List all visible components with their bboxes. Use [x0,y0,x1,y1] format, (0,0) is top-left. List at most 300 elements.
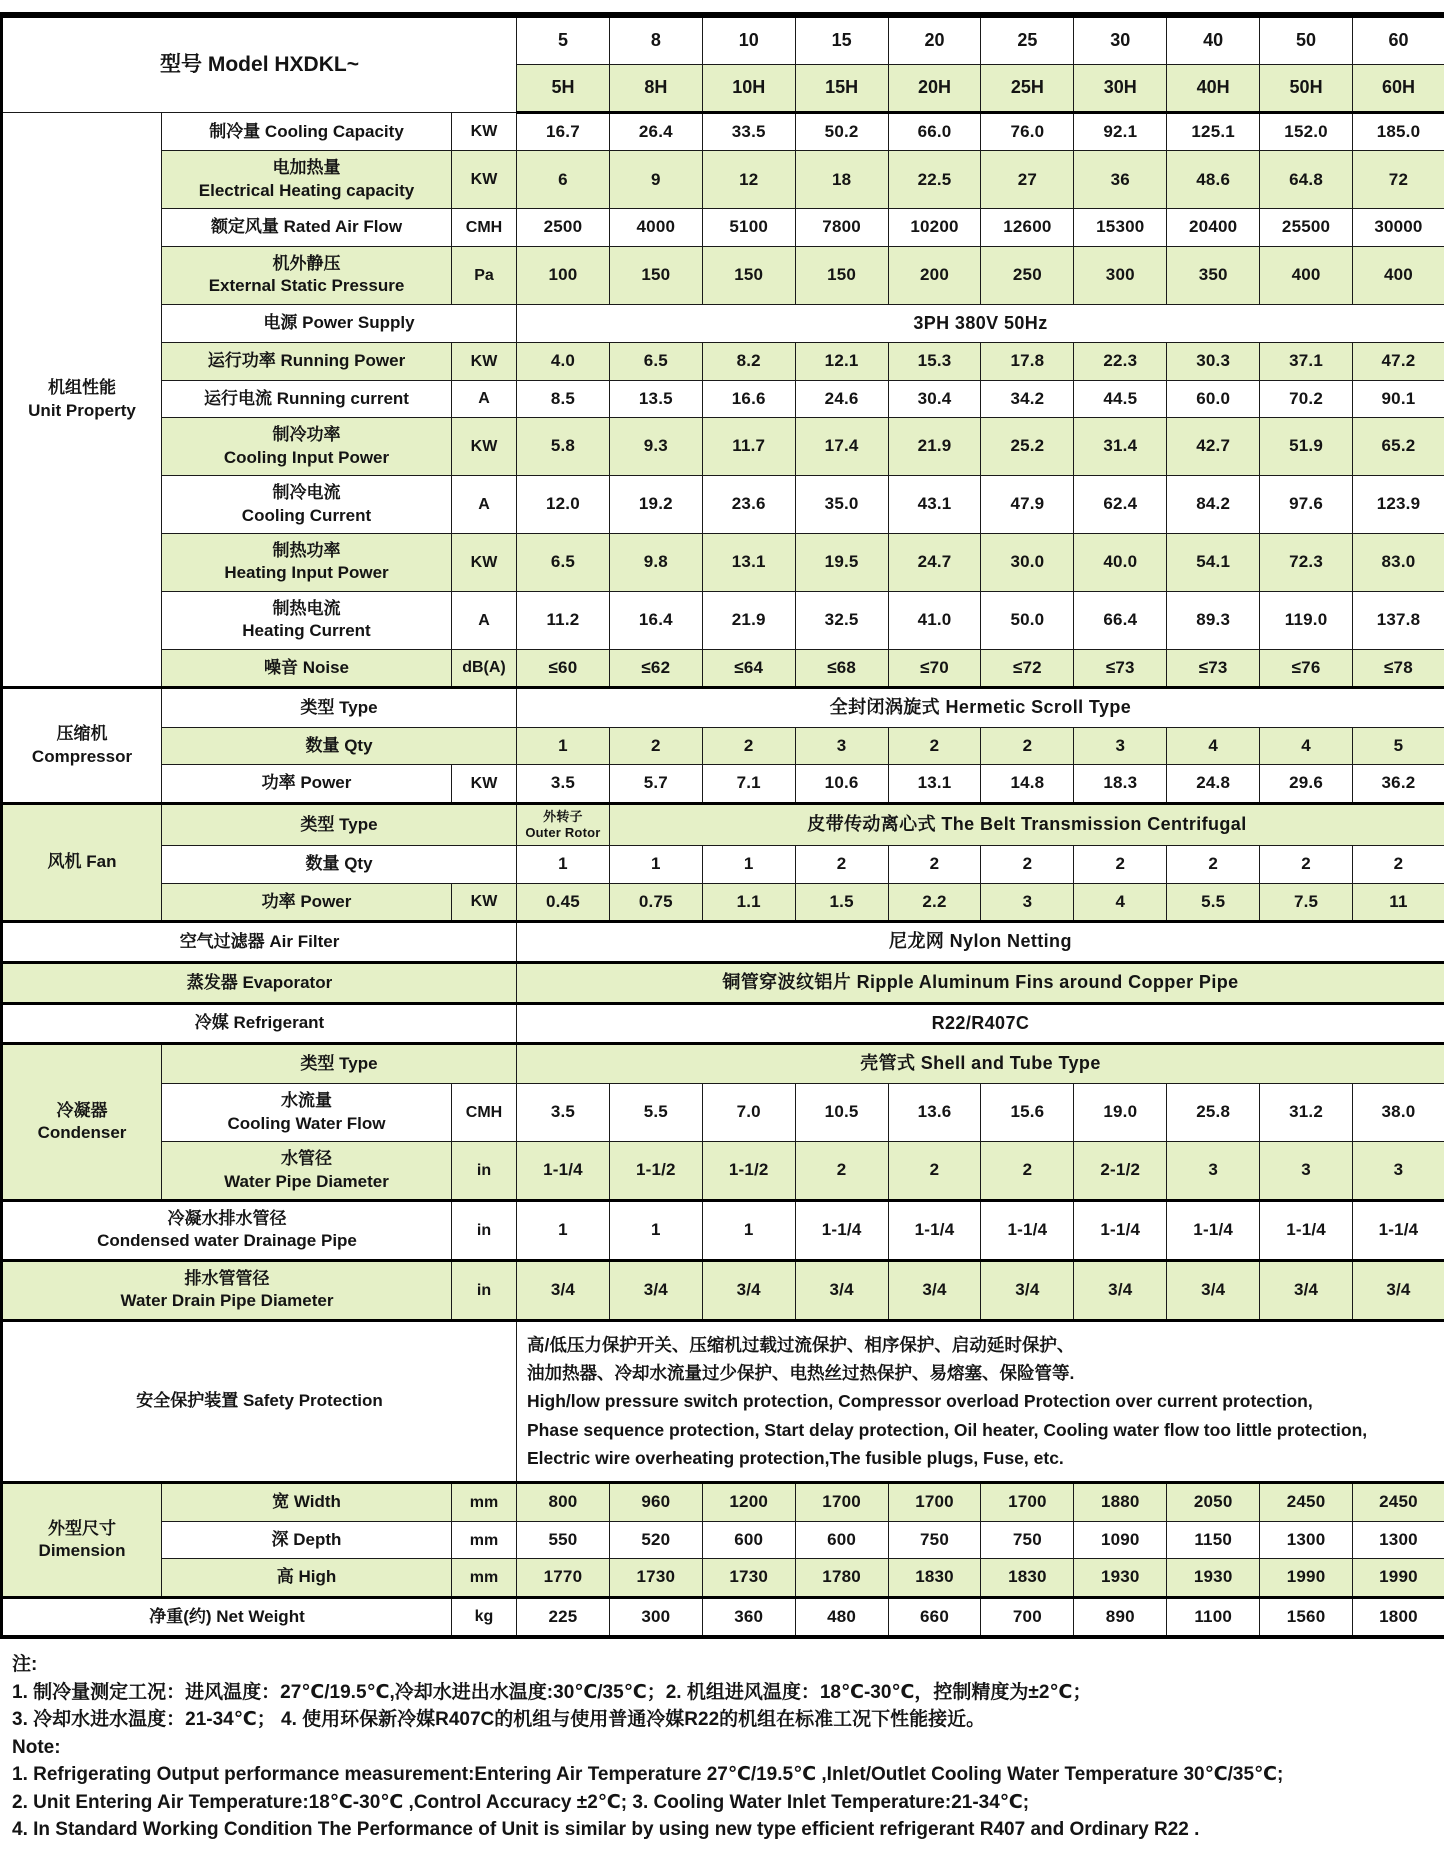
value-cell: 16.6 [702,380,795,417]
value-cell: 25.8 [1167,1084,1260,1142]
value-cell: 35.0 [795,476,888,534]
unit-cell: KW [452,883,517,921]
row-power-supply [2,304,1444,343]
model-code-cell: 20H [888,65,981,113]
value-cell: 34.2 [981,380,1074,417]
value-cell: 50.2 [795,113,888,151]
value-cell: 1-1/4 [1167,1200,1260,1260]
model-code-cell: 8H [609,65,702,113]
row-air-filter [2,922,1444,963]
value-cell: 40.0 [1074,534,1167,592]
value-cell: 6.5 [517,534,610,592]
spec-table [0,12,1444,1639]
value-cell: 152.0 [1260,113,1353,151]
row-running-power [2,343,1444,380]
value-cell: 6.5 [609,343,702,380]
row-water-pipe-diameter [2,1142,1444,1201]
value-cell: 480 [795,1597,888,1637]
value-cell: 800 [517,1483,610,1521]
model-number-cell: 5 [517,15,610,65]
value-cell: 76.0 [981,113,1074,151]
merged-value-cell: 全封闭涡旋式 Hermetic Scroll Type [517,688,1444,728]
row-cooling-current [2,476,1444,534]
unit-cell: A [452,591,517,649]
row-fan-qty [2,846,1444,883]
value-cell: 26.4 [609,113,702,151]
group-label-cell: 冷凝器 Condenser [2,1044,162,1201]
value-cell: 27 [981,151,1074,209]
row-cooling-input-power [2,418,1444,476]
merged-value-cell: 铜管穿波纹铝片 Ripple Aluminum Fins around Copper Pipe [517,962,1444,1003]
value-cell: 19.2 [609,476,702,534]
value-cell: 2050 [1167,1483,1260,1521]
value-cell: 1930 [1167,1559,1260,1597]
unit-cell: in [452,1260,517,1320]
value-cell: 3/4 [1074,1260,1167,1320]
value-cell: 5.8 [517,418,610,476]
value-cell: 3/4 [517,1260,610,1320]
model-label-cell: 型号 Model HXDKL~ [2,15,517,113]
row-electrical-heating-capacity [2,151,1444,209]
value-cell: 48.6 [1167,151,1260,209]
value-cell: 1880 [1074,1483,1167,1521]
row-label-cell: 高 High [162,1559,452,1597]
value-cell: 1-1/4 [517,1142,610,1201]
model-code-cell: 25H [981,65,1074,113]
value-cell: 890 [1074,1597,1167,1637]
value-cell: 1780 [795,1559,888,1597]
value-cell: 750 [981,1521,1074,1558]
unit-cell: KW [452,534,517,592]
value-cell: ≤76 [1260,649,1353,687]
row-label-cell: 额定风量 Rated Air Flow [162,209,452,246]
value-cell: 225 [517,1597,610,1637]
value-cell: 3 [981,883,1074,921]
unit-cell: KW [452,113,517,151]
value-cell: 360 [702,1597,795,1637]
value-cell: 36.2 [1353,765,1444,803]
value-cell: 1-1/4 [888,1200,981,1260]
value-cell: 600 [702,1521,795,1558]
value-cell: 47.2 [1353,343,1444,380]
value-cell: 3 [795,727,888,764]
row-label-cell: 净重(约) Net Weight [2,1597,452,1637]
value-cell: 150 [795,246,888,304]
value-cell: 21.9 [888,418,981,476]
value-cell: 20400 [1167,209,1260,246]
value-cell: 21.9 [702,591,795,649]
value-cell: 3/4 [981,1260,1074,1320]
row-net-weight [2,1597,1444,1637]
value-cell: 1-1/4 [1260,1200,1353,1260]
model-number-cell: 10 [702,15,795,65]
merged-value-cell: 尼龙网 Nylon Netting [517,922,1444,963]
value-cell: 84.2 [1167,476,1260,534]
value-cell: 600 [795,1521,888,1558]
value-cell: 1 [517,727,610,764]
row-running-current [2,380,1444,417]
table-header [2,15,1444,113]
model-number-cell: 60 [1353,15,1444,65]
model-number-cell: 20 [888,15,981,65]
value-cell: 3 [1167,1142,1260,1201]
value-cell: 2 [888,1142,981,1201]
value-cell: 24.7 [888,534,981,592]
value-cell: 3/4 [1260,1260,1353,1320]
row-compressor-qty [2,727,1444,764]
value-cell: 3/4 [888,1260,981,1320]
value-cell: 8.2 [702,343,795,380]
row-fan-power [2,883,1444,921]
unit-cell: CMH [452,1084,517,1142]
note-line-en-3: 4. In Standard Working Condition The Performance of Unit is similar by using new type efficient refrigerant R407 and Ordinary R22 . [12,1816,1434,1844]
safety-protection-text-cell: 高/低压力保护开关、压缩机过载过流保护、相序保护、启动延时保护、 油加热器、冷却水流量过少保护、电热丝过热保护、易熔塞、保险管等. High/low pressure switch protection, Compressor overload Protection over current protection, Phase sequence protection, Start delay protection, Oil heater, Cooling water flow too little protection, Electric wire overheating protection,The fusible plugs, Fuse, etc. [517,1320,1444,1483]
table-body [2,113,1444,1638]
model-code-cell: 5H [517,65,610,113]
value-cell: 3 [1353,1142,1444,1201]
unit-cell: dB(A) [452,649,517,687]
value-cell: 2 [1353,846,1444,883]
merged-value-cell: 壳管式 Shell and Tube Type [517,1044,1444,1084]
value-cell: 1100 [1167,1597,1260,1637]
value-cell: 1700 [888,1483,981,1521]
value-cell: 17.8 [981,343,1074,380]
value-cell: 60.0 [1167,380,1260,417]
value-cell: 200 [888,246,981,304]
value-cell: 72 [1353,151,1444,209]
row-refrigerant [2,1003,1444,1044]
value-cell: 2 [888,727,981,764]
group-label-cell: 外型尺寸 Dimension [2,1483,162,1597]
model-number-cell: 8 [609,15,702,65]
value-cell: 2450 [1260,1483,1353,1521]
unit-cell: A [452,380,517,417]
value-cell: 38.0 [1353,1084,1444,1142]
value-cell: 3 [1074,727,1167,764]
value-cell: 1 [517,1200,610,1260]
value-cell: 2450 [1353,1483,1444,1521]
value-cell: 1300 [1260,1521,1353,1558]
row-label-cell: 运行功率 Running Power [162,343,452,380]
value-cell: 30.0 [981,534,1074,592]
value-cell: ≤78 [1353,649,1444,687]
value-cell: 7.1 [702,765,795,803]
value-cell: 100 [517,246,610,304]
value-cell: 5100 [702,209,795,246]
row-label-cell: 排水管管径 Water Drain Pipe Diameter [2,1260,452,1320]
merged-value-cell: R22/R407C [517,1003,1444,1044]
value-cell: 2500 [517,209,610,246]
row-compressor-power [2,765,1444,803]
value-cell: 1730 [702,1559,795,1597]
value-cell: 15.6 [981,1084,1074,1142]
value-cell: 1830 [888,1559,981,1597]
value-cell: 1700 [795,1483,888,1521]
value-cell: 2 [888,846,981,883]
value-cell: 30.4 [888,380,981,417]
value-cell: 250 [981,246,1074,304]
value-cell: 22.3 [1074,343,1167,380]
value-cell: 41.0 [888,591,981,649]
value-cell: 32.5 [795,591,888,649]
model-number-cell: 15 [795,15,888,65]
row-label-cell: 水流量 Cooling Water Flow [162,1084,452,1142]
row-heating-input-power [2,534,1444,592]
value-cell: 31.4 [1074,418,1167,476]
value-cell: 1300 [1353,1521,1444,1558]
value-cell: 960 [609,1483,702,1521]
value-cell: 5.7 [609,765,702,803]
row-fan-type [2,803,1444,846]
row-label-cell: 功率 Power [162,765,452,803]
value-cell: 13.1 [888,765,981,803]
row-width [2,1483,1444,1521]
value-cell: 13.1 [702,534,795,592]
value-cell: 4 [1167,727,1260,764]
row-label-cell: 制热功率 Heating Input Power [162,534,452,592]
row-label-cell: 类型 Type [162,1044,517,1084]
value-cell: 2 [795,1142,888,1201]
model-code-cell: 60H [1353,65,1444,113]
value-cell: 2 [981,1142,1074,1201]
row-high [2,1559,1444,1597]
value-cell: 14.8 [981,765,1074,803]
first-column-value-cell: 外转子 Outer Rotor [517,803,610,846]
row-cooling-capacity [2,113,1444,151]
value-cell: 4 [1260,727,1353,764]
value-cell: 7.0 [702,1084,795,1142]
row-label-cell: 电源 Power Supply [162,304,517,343]
model-code-cell: 50H [1260,65,1353,113]
row-noise [2,649,1444,687]
row-label-cell: 制冷功率 Cooling Input Power [162,418,452,476]
value-cell: 119.0 [1260,591,1353,649]
value-cell: 185.0 [1353,113,1444,151]
row-label-cell: 电加热量 Electrical Heating capacity [162,151,452,209]
row-label-cell: 类型 Type [162,803,517,846]
value-cell: 37.1 [1260,343,1353,380]
note-line-en-2: 2. Unit Entering Air Temperature:18℃-30℃ ,Control Accuracy ±2℃; 3. Cooling Water Inlet Temperature:21-34℃; [12,1789,1434,1817]
value-cell: 1800 [1353,1597,1444,1637]
value-cell: 83.0 [1353,534,1444,592]
value-cell: 13.6 [888,1084,981,1142]
note-line-cn-2: 3. 冷却水进水温度：21-34℃； 4. 使用环保新冷媒R407C的机组与使用普通冷媒R22的机组在标准工况下性能接近。 [12,1706,1434,1734]
value-cell: 7800 [795,209,888,246]
value-cell: 6 [517,151,610,209]
model-code-cell: 15H [795,65,888,113]
value-cell: 2 [609,727,702,764]
value-cell: 1560 [1260,1597,1353,1637]
row-label-cell: 安全保护装置 Safety Protection [2,1320,517,1483]
value-cell: 25500 [1260,209,1353,246]
row-label-cell: 数量 Qty [162,846,517,883]
note-line-cn-1: 1. 制冷量测定工况：进风温度：27℃/19.5℃,冷却水进出水温度:30℃/35℃；2. 机组进风温度：18℃-30℃，控制精度为±2℃； [12,1679,1434,1707]
row-label-cell: 噪音 Noise [162,649,452,687]
value-cell: 5.5 [609,1084,702,1142]
row-label-cell: 深 Depth [162,1521,452,1558]
row-compressor-type [2,688,1444,728]
value-cell: 29.6 [1260,765,1353,803]
value-cell: 1930 [1074,1559,1167,1597]
value-cell: 1 [609,1200,702,1260]
value-cell: 1 [702,1200,795,1260]
unit-cell: KW [452,418,517,476]
value-cell: 4 [1074,883,1167,921]
value-cell: 10.5 [795,1084,888,1142]
notes-en-title: Note: [12,1734,1434,1762]
value-cell: 92.1 [1074,113,1167,151]
value-cell: 3/4 [795,1260,888,1320]
value-cell: 16.4 [609,591,702,649]
value-cell: 1200 [702,1483,795,1521]
value-cell: 2 [702,727,795,764]
value-cell: 2-1/2 [1074,1142,1167,1201]
value-cell: 2 [981,727,1074,764]
value-cell: 1990 [1353,1559,1444,1597]
value-cell: 44.5 [1074,380,1167,417]
model-code-cell: 10H [702,65,795,113]
value-cell: 9.8 [609,534,702,592]
value-cell: 400 [1353,246,1444,304]
row-label-cell: 冷媒 Refrigerant [2,1003,517,1044]
row-label-cell: 空气过滤器 Air Filter [2,922,517,963]
value-cell: 4.0 [517,343,610,380]
value-cell: 9 [609,151,702,209]
value-cell: ≤72 [981,649,1074,687]
value-cell: 550 [517,1521,610,1558]
unit-cell: CMH [452,209,517,246]
value-cell: 15.3 [888,343,981,380]
value-cell: 1830 [981,1559,1074,1597]
value-cell: 1-1/4 [1074,1200,1167,1260]
unit-cell: mm [452,1521,517,1558]
merged-value-cell: 皮带传动离心式 The Belt Transmission Centrifugal [609,803,1444,846]
value-cell: 12.1 [795,343,888,380]
unit-cell: mm [452,1559,517,1597]
value-cell: 8.5 [517,380,610,417]
value-cell: 2 [795,846,888,883]
value-cell: 300 [609,1597,702,1637]
value-cell: 1700 [981,1483,1074,1521]
value-cell: 3/4 [609,1260,702,1320]
value-cell: 62.4 [1074,476,1167,534]
row-water-drain-pipe-diameter [2,1260,1444,1320]
value-cell: 1 [702,846,795,883]
value-cell: 70.2 [1260,380,1353,417]
value-cell: 700 [981,1597,1074,1637]
value-cell: 89.3 [1167,591,1260,649]
value-cell: 5.5 [1167,883,1260,921]
row-evaporator [2,962,1444,1003]
merged-value-cell: 3PH 380V 50Hz [517,304,1444,343]
value-cell: 2.2 [888,883,981,921]
group-label-cell: 机组性能 Unit Property [2,113,162,688]
value-cell: 7.5 [1260,883,1353,921]
value-cell: 137.8 [1353,591,1444,649]
value-cell: 65.2 [1353,418,1444,476]
value-cell: ≤62 [609,649,702,687]
value-cell: 750 [888,1521,981,1558]
value-cell: 1 [517,846,610,883]
value-cell: 11.2 [517,591,610,649]
row-label-cell: 制冷量 Cooling Capacity [162,113,452,151]
value-cell: 400 [1260,246,1353,304]
row-label-cell: 数量 Qty [162,727,517,764]
value-cell: 24.8 [1167,765,1260,803]
row-label-cell: 制冷电流 Cooling Current [162,476,452,534]
value-cell: ≤73 [1167,649,1260,687]
value-cell: 90.1 [1353,380,1444,417]
value-cell: 18.3 [1074,765,1167,803]
value-cell: 150 [609,246,702,304]
row-label-cell: 冷凝水排水管径 Condensed water Drainage Pipe [2,1200,452,1260]
row-label-cell: 类型 Type [162,688,517,728]
unit-cell: KW [452,343,517,380]
value-cell: 97.6 [1260,476,1353,534]
value-cell: 36 [1074,151,1167,209]
header-row-model-numbers [2,15,1444,65]
value-cell: 64.8 [1260,151,1353,209]
model-number-cell: 40 [1167,15,1260,65]
unit-cell: mm [452,1483,517,1521]
value-cell: 3/4 [702,1260,795,1320]
value-cell: 12.0 [517,476,610,534]
value-cell: 51.9 [1260,418,1353,476]
group-label-cell: 风机 Fan [2,803,162,921]
value-cell: 30000 [1353,209,1444,246]
value-cell: 2 [1074,846,1167,883]
value-cell: 4000 [609,209,702,246]
model-code-cell: 40H [1167,65,1260,113]
row-label-cell: 运行电流 Running current [162,380,452,417]
value-cell: 23.6 [702,476,795,534]
unit-cell: KW [452,151,517,209]
value-cell: 9.3 [609,418,702,476]
value-cell: ≤70 [888,649,981,687]
value-cell: 66.4 [1074,591,1167,649]
value-cell: 10200 [888,209,981,246]
value-cell: 1-1/2 [702,1142,795,1201]
value-cell: 19.0 [1074,1084,1167,1142]
row-label-cell: 宽 Width [162,1483,452,1521]
notes-section [0,1639,1444,1860]
value-cell: 17.4 [795,418,888,476]
note-line-en-1: 1. Refrigerating Output performance measurement:Entering Air Temperature 27℃/19.5℃ ,Inlet/Outlet Cooling Water Temperature 30℃/35℃; [12,1761,1434,1789]
value-cell: ≤64 [702,649,795,687]
row-safety-protection [2,1320,1444,1483]
value-cell: 19.5 [795,534,888,592]
value-cell: 30.3 [1167,343,1260,380]
row-condensed-water-drainage-pipe [2,1200,1444,1260]
row-label-cell: 水管径 Water Pipe Diameter [162,1142,452,1201]
unit-cell: A [452,476,517,534]
value-cell: 3 [1260,1142,1353,1201]
value-cell: 150 [702,246,795,304]
value-cell: 660 [888,1597,981,1637]
value-cell: 54.1 [1167,534,1260,592]
value-cell: 1150 [1167,1521,1260,1558]
value-cell: 2 [1167,846,1260,883]
value-cell: 66.0 [888,113,981,151]
value-cell: 25.2 [981,418,1074,476]
value-cell: 33.5 [702,113,795,151]
row-label-cell: 机外静压 External Static Pressure [162,246,452,304]
value-cell: 123.9 [1353,476,1444,534]
value-cell: 10.6 [795,765,888,803]
value-cell: 18 [795,151,888,209]
value-cell: 3.5 [517,765,610,803]
value-cell: 1090 [1074,1521,1167,1558]
